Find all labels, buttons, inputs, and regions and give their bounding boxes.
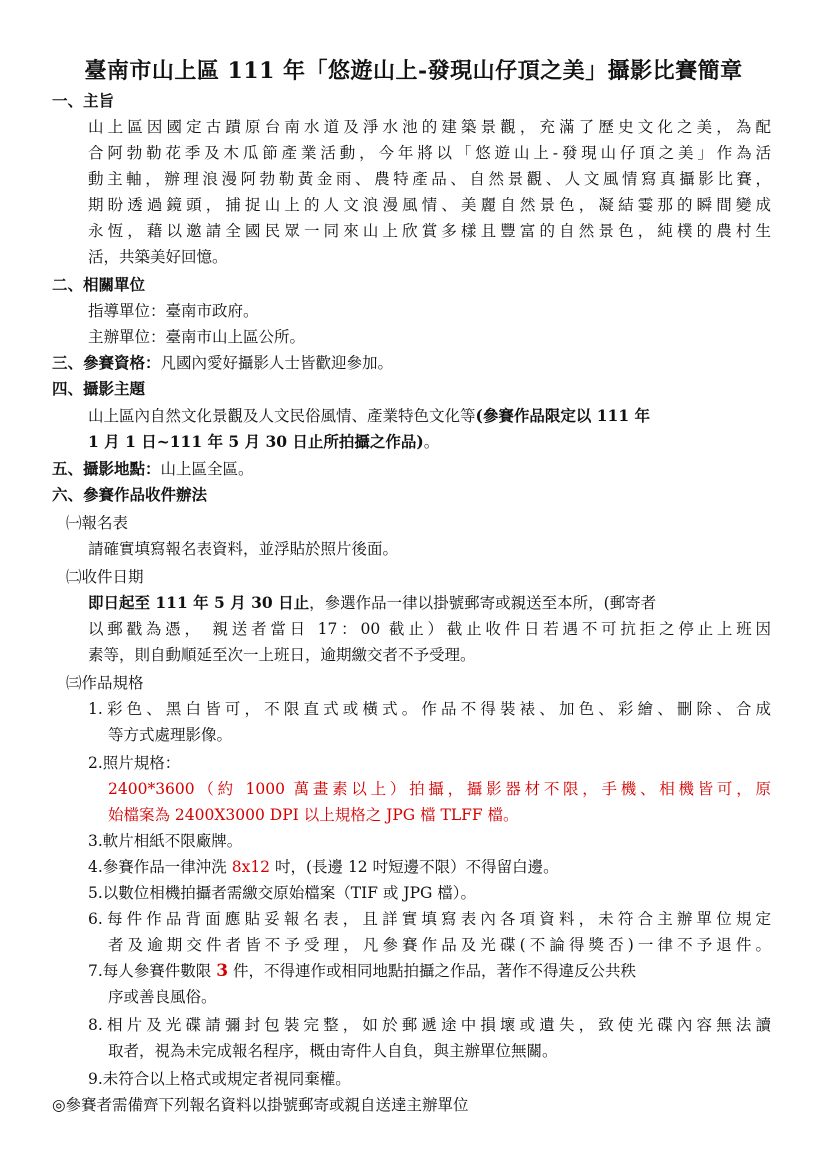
deadline-text: 即日起至 111 年 5 月 30 日止 <box>88 593 310 612</box>
section-3-text: 凡國內愛好攝影人士皆歡迎參加。 <box>160 354 394 372</box>
deadline-rest: ，參選作品一律以掛號郵寄或親送至本所，(郵寄者 <box>309 594 657 612</box>
theme-date-limit-start: (參賽作品限定以 111 年 <box>475 406 650 425</box>
section-5-text: 山上區全區。 <box>160 460 254 478</box>
subsection-b-line-2: 以郵戳為憑， 親送者當日 17：00 截止）截止收件日若遇不可抗拒之停止上班因 <box>88 620 771 638</box>
spec-item-1-line-2: 等方式處理影像。 <box>108 726 233 744</box>
spec-item-8-line-2: 取者，視為未完成報名程序，概由寄件人自負，與主辦單位無關。 <box>108 1042 558 1060</box>
spec-item-2-detail-2: 始檔案為 2400X3000 DPI 以上規格之 JPG 檔 TLFF 檔。 <box>108 806 519 824</box>
registration-note: ◎參賽者需備齊下列報名資料以掛號郵寄或親自送達主辦單位 <box>52 1096 469 1114</box>
subsection-a-label: ㈠報名表 <box>66 514 129 532</box>
section-5-heading: 五、攝影地點： <box>52 459 161 478</box>
section-1-line-5: 永恆，藉以邀請全國民眾一同來山上欣賞多樣且豐富的自然景色，純樸的農村生 <box>88 222 771 240</box>
spec-item-4-c: 吋，(長邊 12 吋短邊不限）不得留白邊。 <box>270 858 559 876</box>
spec-item-4-a: 4.參賽作品一律沖洗 <box>88 858 232 876</box>
section-1-line-4: 期盼透過鏡頭，捕捉山上的人文浪漫風情、美麗自然景色，凝結霎那的瞬間變成 <box>88 196 771 214</box>
spec-item-7-line-2: 序或善良風俗。 <box>108 988 217 1006</box>
spec-item-8-line-1: 8.相片及光碟請彌封包裝完整，如於郵遞途中損壞或遺失，致使光碟內容無法讀 <box>88 1016 771 1034</box>
section-4-line-1 <box>88 403 650 429</box>
spec-item-1-line-1: 1.彩色、黑白皆可，不限直式或橫式。作品不得裝裱、加色、彩繪、刪除、合成 <box>88 700 771 718</box>
section-1-line-2: 合阿勃勒花季及木瓜節產業活動，今年將以「悠遊山上-發現山仔頂之美」作為活 <box>88 144 771 162</box>
spec-item-6-line-1: 6.每件作品背面應貼妥報名表，且詳實填寫表內各項資料，未符合主辦單位規定 <box>88 910 771 928</box>
print-size: 8x12 <box>231 858 271 876</box>
theme-text: 山上區內自然文化景觀及人文民俗風情、產業特色文化等 <box>88 407 476 425</box>
section-4-line-2 <box>88 429 439 455</box>
document-title: 臺南市山上區 111 年「悠遊山上-發現山仔頂之美」攝影比賽簡章 <box>84 58 743 84</box>
section-1-line-6: 活，共築美好回憶。 <box>88 248 228 266</box>
section-3-heading: 三、參賽資格： <box>52 353 161 372</box>
subsection-c-label: ㈢作品規格 <box>66 674 144 692</box>
spec-item-7-line-1 <box>88 958 636 984</box>
subsection-b-line-1 <box>88 590 656 616</box>
section-6-heading: 六、參賽作品收件辦法 <box>52 485 208 504</box>
section-2-heading: 二、相關單位 <box>52 275 146 294</box>
theme-date-limit-end: 1 月 1 日~111 年 5 月 30 日止所拍攝之作品) <box>88 432 424 451</box>
entry-limit: 3 <box>216 961 229 981</box>
section-1-heading: 一、主旨 <box>52 91 115 110</box>
section-1-line-3: 動主軸，辦理浪漫阿勃勒黃金雨、農特產品、自然景觀、人文風情寫真攝影比賽， <box>88 170 771 188</box>
subsection-b-line-3: 素等，則自動順延至次一上班日，逾期繳交者不予受理。 <box>88 646 476 664</box>
section-5 <box>52 456 254 482</box>
spec-item-7-a: 7.每人參賽件數限 <box>88 962 217 980</box>
theme-period: 。 <box>423 433 440 451</box>
spec-item-5: 5.以數位相機拍攝者需繳交原始檔案（TIF 或 JPG 檔）。 <box>88 884 477 902</box>
subsection-b-label: ㈡收件日期 <box>66 568 144 586</box>
spec-item-3: 3.軟片相紙不限廠牌。 <box>88 832 243 850</box>
spec-item-4 <box>88 854 559 880</box>
section-3 <box>52 350 393 376</box>
spec-item-2-detail-1: 2400*3600（約 1000 萬畫素以上）拍攝，攝影器材不限，手機、相機皆可，原 <box>108 780 771 798</box>
section-4-heading: 四、攝影主題 <box>52 379 146 398</box>
host-unit: 主辦單位：臺南市山上區公所。 <box>88 328 306 346</box>
section-1-line-1: 山上區因國定古蹟原台南水道及淨水池的建築景觀，充滿了歷史文化之美，為配 <box>88 118 771 136</box>
spec-item-9: 9.未符合以上格式或規定者視同棄權。 <box>88 1070 351 1088</box>
subsection-a-text: 請確實填寫報名表資料，並浮貼於照片後面。 <box>88 540 399 558</box>
spec-item-7-c: 件，不得連作或相同地點拍攝之作品，著作不得違反公共秩 <box>228 962 636 980</box>
guide-unit: 指導單位：臺南市政府。 <box>88 302 259 320</box>
spec-item-2: 2.照片規格： <box>88 754 181 772</box>
spec-item-6-line-2: 者及逾期交件者皆不予受理，凡參賽作品及光碟(不論得獎否)一律不予退件。 <box>108 936 771 954</box>
